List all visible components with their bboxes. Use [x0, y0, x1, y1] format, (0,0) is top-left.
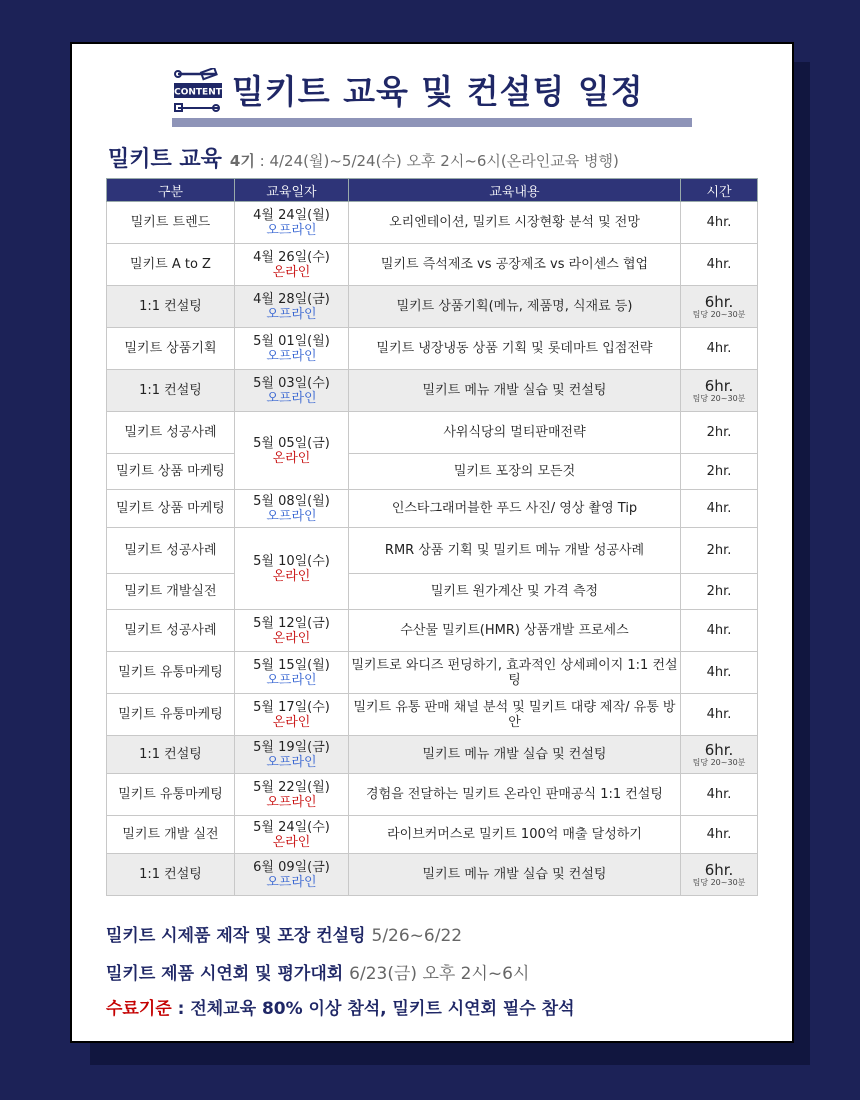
date-text: 5월 08일(월): [253, 493, 330, 509]
date-text: 5월 01일(월): [253, 333, 330, 349]
cell-category: 1:1 컨설팅: [107, 854, 235, 896]
time-text: 2hr.: [706, 543, 732, 558]
cell-time: [681, 774, 758, 816]
time-text: 6hr.: [704, 292, 734, 311]
table-row: [107, 244, 758, 286]
cell-time: [681, 610, 758, 652]
header-date: 교육일자: [235, 179, 349, 202]
cell-content: 오리엔테이션, 밀키트 시장현황 분석 및 전망: [349, 202, 681, 244]
cell-content: 밀키트로 와디즈 펀딩하기, 효과적인 상세페이지 1:1 컨설팅: [349, 652, 681, 694]
table-row: [107, 412, 758, 454]
date-text: 5월 17일(수): [253, 699, 330, 715]
date-text: 5월 19일(금): [253, 739, 330, 755]
requirement-label: 수료기준: [106, 999, 172, 1019]
footer-line-demo: [106, 959, 529, 984]
cell-content: 수산물 밀키트(HMR) 상품개발 프로세스: [349, 610, 681, 652]
page-title: 밀키트 교육 및 컨설팅 일정: [232, 72, 644, 111]
mode-label: 온라인: [272, 264, 311, 280]
cell-time: [681, 528, 758, 574]
mode-label: 오프라인: [266, 348, 317, 364]
cell-time: [681, 574, 758, 610]
table-row: [107, 610, 758, 652]
table-row: [107, 652, 758, 694]
date-text: 5월 24일(수): [253, 819, 330, 835]
subheader-details: : 4/24(월)~5/24(수) 오후 2시~6시(온라인교육 병행): [254, 152, 619, 170]
table-row: [107, 854, 758, 896]
cell-content: 밀키트 메뉴 개발 실습 및 컨설팅: [349, 370, 681, 412]
time-text: 6hr.: [704, 860, 734, 879]
cell-category: 밀키트 상품 마케팅: [107, 490, 235, 528]
cell-content: 밀키트 원가계산 및 가격 측정: [349, 574, 681, 610]
time-text: 2hr.: [706, 584, 732, 599]
mode-label: 오프라인: [266, 222, 317, 238]
cell-time: [681, 286, 758, 328]
cell-category: 밀키트 유통마케팅: [107, 774, 235, 816]
cell-content: 밀키트 메뉴 개발 실습 및 컨설팅: [349, 854, 681, 896]
cell-content: RMR 상품 기획 및 밀키트 메뉴 개발 성공사례: [349, 528, 681, 574]
time-text: 4hr.: [706, 707, 732, 722]
cell-time: [681, 244, 758, 286]
cell-time: [681, 370, 758, 412]
date-text: 4월 26일(수): [253, 249, 330, 265]
table-row: [107, 454, 758, 490]
mode-label: 온라인: [272, 714, 311, 730]
subheader-term: 4기: [229, 152, 255, 170]
time-text: 4hr.: [706, 341, 732, 356]
table-row: [107, 816, 758, 854]
table-header-row: [107, 179, 758, 202]
table-row: [107, 202, 758, 244]
cell-content: 밀키트 유통 판매 채널 분석 및 밀키트 대량 제작/ 유통 방안: [349, 694, 681, 736]
cell-date: [235, 328, 349, 370]
mode-label: 온라인: [272, 568, 311, 584]
mode-label: 오프라인: [266, 874, 317, 890]
date-text: 5월 10일(수): [253, 553, 330, 569]
cell-content: 인스타그래머블한 푸드 사진/ 영상 촬영 Tip: [349, 490, 681, 528]
title-block: [172, 64, 692, 134]
time-text: 4hr.: [706, 215, 732, 230]
cell-time: [681, 652, 758, 694]
time-text: 4hr.: [706, 827, 732, 842]
table-row: [107, 328, 758, 370]
table-row: [107, 574, 758, 610]
title-underline: [172, 118, 692, 127]
cell-date: [235, 816, 349, 854]
date-text: 4월 24일(월): [253, 207, 330, 223]
cell-content: 밀키트 즉석제조 vs 공장제조 vs 라이센스 협업: [349, 244, 681, 286]
cell-date: [235, 412, 349, 490]
cell-date: [235, 244, 349, 286]
schedule-table: [106, 178, 758, 896]
cell-time: [681, 694, 758, 736]
prototype-title: 밀키트 시제품 제작 및 포장 컨설팅: [106, 926, 366, 946]
cell-time: [681, 454, 758, 490]
date-text: 5월 15일(월): [253, 657, 330, 673]
date-text: 6월 09일(금): [253, 859, 330, 875]
time-text: 4hr.: [706, 501, 732, 516]
time-text: 2hr.: [706, 464, 732, 479]
mode-label: 온라인: [272, 450, 311, 466]
table-row: [107, 774, 758, 816]
cell-date: [235, 774, 349, 816]
cell-content: 밀키트 메뉴 개발 실습 및 컨설팅: [349, 736, 681, 774]
cell-date: [235, 610, 349, 652]
cell-time: [681, 816, 758, 854]
cell-content: 라이브커머스로 밀키트 100억 매출 달성하기: [349, 816, 681, 854]
cell-date: [235, 652, 349, 694]
table-row: [107, 370, 758, 412]
cell-date: [235, 528, 349, 610]
mode-label: 오프라인: [266, 306, 317, 322]
cell-date: [235, 202, 349, 244]
mode-label: 오프라인: [266, 508, 317, 524]
header-time: 시간: [681, 179, 758, 202]
demo-date: 6/23(금) 오후 2시~6시: [349, 964, 530, 984]
schedule-sheet: [70, 42, 794, 1043]
prototype-date: 5/26~6/22: [371, 926, 463, 946]
table-row: [107, 286, 758, 328]
mode-label: 온라인: [272, 630, 311, 646]
cell-date: [235, 736, 349, 774]
mode-label: 온라인: [272, 834, 311, 850]
footer-line-prototype: [106, 921, 462, 946]
cell-category: 밀키트 A to Z: [107, 244, 235, 286]
time-text: 4hr.: [706, 257, 732, 272]
table-row: [107, 490, 758, 528]
cell-category: 밀키트 성공사례: [107, 610, 235, 652]
date-text: 5월 03일(수): [253, 375, 330, 391]
cell-category: 밀키트 상품기획: [107, 328, 235, 370]
subheader-title: 밀키트 교육: [108, 147, 222, 172]
cell-category: 밀키트 트렌드: [107, 202, 235, 244]
time-text: 6hr.: [704, 740, 734, 759]
cell-category: 밀키트 개발 실전: [107, 816, 235, 854]
time-note: 팀당 20~30분: [692, 393, 746, 403]
time-note: 팀당 20~30분: [692, 757, 746, 767]
cell-date: [235, 490, 349, 528]
subheader: [108, 142, 619, 173]
time-text: 4hr.: [706, 787, 732, 802]
cell-date: [235, 370, 349, 412]
cell-category: 밀키트 유통마케팅: [107, 694, 235, 736]
cell-category: 밀키트 상품 마케팅: [107, 454, 235, 490]
mode-label: 오프라인: [266, 390, 317, 406]
cell-category: 1:1 컨설팅: [107, 370, 235, 412]
footer-requirement: [106, 994, 575, 1019]
cell-date: [235, 286, 349, 328]
mode-label: 오프라인: [266, 794, 317, 810]
cell-time: [681, 202, 758, 244]
header-category: 구분: [107, 179, 235, 202]
time-note: 팀당 20~30분: [692, 877, 746, 887]
time-text: 2hr.: [706, 425, 732, 440]
cell-category: 1:1 컨설팅: [107, 286, 235, 328]
content-icon-label: CONTENT: [174, 87, 222, 98]
cell-content: 사위식당의 멀티판매전략: [349, 412, 681, 454]
cell-time: [681, 736, 758, 774]
date-text: 4월 28일(금): [253, 291, 330, 307]
cell-category: 밀키트 성공사례: [107, 528, 235, 574]
cell-content: 경험을 전달하는 밀키트 온라인 판매공식 1:1 컨설팅: [349, 774, 681, 816]
table-row: [107, 694, 758, 736]
cell-content: 밀키트 냉장냉동 상품 기획 및 롯데마트 입점전략: [349, 328, 681, 370]
cell-date: [235, 854, 349, 896]
cell-category: 밀키트 개발실전: [107, 574, 235, 610]
cell-time: [681, 412, 758, 454]
table-row: [107, 528, 758, 574]
table-row: [107, 736, 758, 774]
time-text: 6hr.: [704, 376, 734, 395]
content-icon: [172, 68, 224, 116]
date-text: 5월 22일(월): [253, 779, 330, 795]
mode-label: 오프라인: [266, 754, 317, 770]
cell-date: [235, 694, 349, 736]
cell-time: [681, 490, 758, 528]
mode-label: 오프라인: [266, 672, 317, 688]
cell-content: 밀키트 포장의 모든것: [349, 454, 681, 490]
cell-time: [681, 854, 758, 896]
date-text: 5월 05일(금): [253, 435, 330, 451]
date-text: 5월 12일(금): [253, 615, 330, 631]
cell-category: 1:1 컨설팅: [107, 736, 235, 774]
header-content: 교육내용: [349, 179, 681, 202]
demo-title: 밀키트 제품 시연회 및 평가대회: [106, 964, 344, 984]
cell-content: 밀키트 상품기획(메뉴, 제품명, 식재료 등): [349, 286, 681, 328]
time-text: 4hr.: [706, 623, 732, 638]
requirement-text: : 전체교육 80% 이상 참석, 밀키트 시연회 필수 참석: [171, 999, 575, 1019]
cell-category: 밀키트 유통마케팅: [107, 652, 235, 694]
cell-category: 밀키트 성공사례: [107, 412, 235, 454]
time-text: 4hr.: [706, 665, 732, 680]
time-note: 팀당 20~30분: [692, 309, 746, 319]
cell-time: [681, 328, 758, 370]
